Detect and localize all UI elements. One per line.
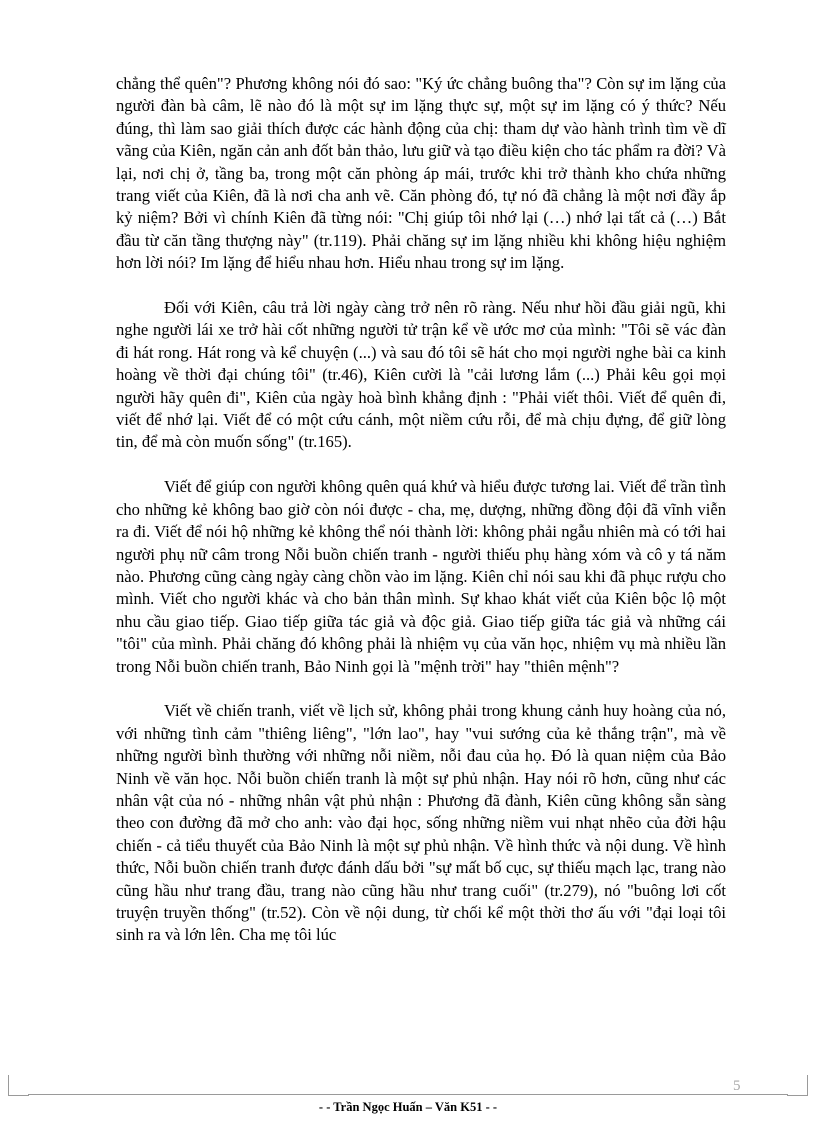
footer-corner-right <box>787 1075 808 1096</box>
page-number: 5 <box>733 1078 741 1094</box>
footer-rule <box>28 1094 788 1095</box>
paragraph-2: Đối với Kiên, câu trả lời ngày càng trở nên rõ ràng. Nếu như hồi đầu giải ngũ, khi nghe người lái xe trở hài cốt những người tử trận kể về ước mơ của mình: "Tôi sẽ vác đàn đi hát rong. Hát rong và kể chuyện (...) và sau đó tôi sẽ hát cho mọi người nghe bài ca kinh hoàng về thời đại chúng tôi" (tr.46), Kiên cười là "cải lương lắm (...) Phải kêu gọi mọi người hãy quên đi", Kiên của ngày hoà bình khẳng định : "Phải viết thôi. Viết để quên đi, viết để nhớ lại. Viết để có một cứu cánh, một niềm cứu rỗi, để mà chịu đựng, để giữ lòng tin, để mà còn muốn sống" (tr.165). <box>116 298 726 452</box>
footer-corner-left <box>8 1075 29 1096</box>
body-text <box>116 73 726 969</box>
paragraph-3: Viết để giúp con người không quên quá khứ và hiểu được tương lai. Viết để trần tình cho những kẻ không bao giờ còn nói được - cha, mẹ, dượng, những đồng đội đã vĩnh viễn ra đi. Viết để nói hộ những kẻ không thể nói thành lời: không phải ngẫu nhiên mà có tới hai người phụ nữ câm trong Nỗi buồn chiến tranh - người thiếu phụ hàng xóm và cô y tá năm nào. Phương cũng càng ngày càng chồn vào im lặng. Kiên chỉ nói sau khi đã phục rượu cho mình. Viết cho người khác và cho bản thân mình. Sự khao khát viết của Kiên bộc lộ một nhu cầu giao tiếp. Giao tiếp giữa tác giả và độc giả. Giao tiếp giữa tác giả và những cái "tôi" của mình. Phải chăng đó không phải là nhiệm vụ của văn học, nhiệm vụ mà nhiều lần trong Nỗi buồn chiến tranh, Bảo Ninh gọi là "mệnh trời" hay "thiên mệnh"? <box>116 477 726 676</box>
paragraph-1: chẳng thể quên"? Phương không nói đó sao: "Ký ức chẳng buông tha"? Còn sự im lặng của người đàn bà câm, lẽ nào đó là một sự im lặng thực sự, một sự im lặng có ý thức? Nếu đúng, thì làm sao giải thích được các hành động của chị: tham dự vào hành trình tìm về dĩ vãng của Kiên, ngăn cản anh đốt bản thảo, lưu giữ và tạo điều kiện cho tác phẩm ra đời? Và lại, nơi chị ở, tầng ba, trong một căn phòng áp mái, trước khi trở thành kho chứa những trang viết của Kiên, đã là nơi cha anh vẽ. Căn phòng đó, tự nó đã chẳng là một nơi đầy ắp kỷ niệm? Bởi vì chính Kiên đã từng nói: "Chị giúp tôi nhớ lại (…) nhớ lại tất cả (…) Bắt đầu từ căn tầng thượng này" (tr.119). Phải chăng sự im lặng nhiều khi không hiệu nghiệm hơn lời nói? Im lặng để hiểu nhau hơn. Hiểu nhau trong sự im lặng. <box>116 74 726 273</box>
footer-author-line: - - Trần Ngọc Huấn – Văn K51 - - <box>318 1100 498 1114</box>
paragraph-4: Viết về chiến tranh, viết về lịch sử, không phải trong khung cảnh huy hoàng của nó, với những tình cảm "thiêng liêng", "lớn lao", hay "vui sướng của kẻ thắng trận", mà về những người bình thường với những nỗi niềm, nỗi đau của họ. Đó là quan niệm của Bảo Ninh về văn học. Nỗi buồn chiến tranh là một sự phủ nhận. Hay nói rõ hơn, cũng như các nhân vật của nó - những nhân vật phủ nhận : Phương đã đành, Kiên cũng không sẵn sàng theo con đường đã mở cho anh: vào đại học, sống những niềm vui nhạt nhẽo của đời hậu chiến - cả tiểu thuyết của Bảo Ninh là một sự phủ nhận. Về hình thức và nội dung. Về hình thức, Nỗi buồn chiến tranh được đánh dấu bởi "sự mất bố cục, sự thiếu mạch lạc, trang nào cũng hầu như trang đầu, trang nào cũng hầu như trang cuối" (tr.279), nó "buông lơi cốt truyện truyền thống" (tr.52). Còn về nội dung, từ chối kể một thời thơ ấu với "đại loại tôi sinh ra và lớn lên. Cha mẹ tôi lúc <box>116 701 726 945</box>
